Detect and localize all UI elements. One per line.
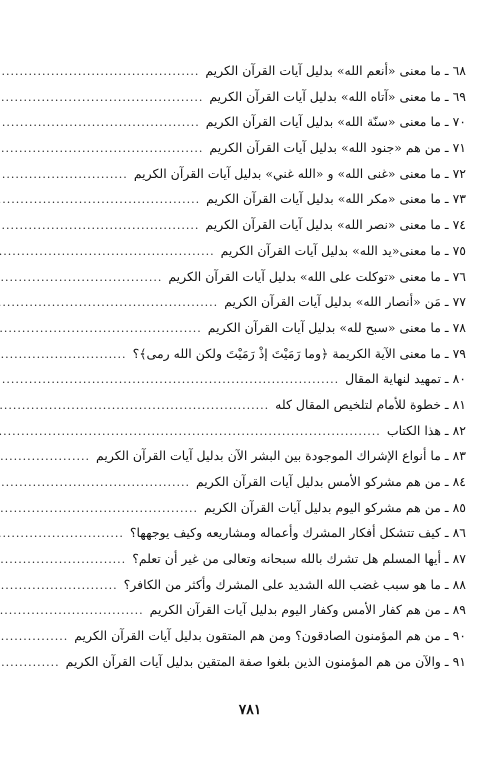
dot-leader [0, 187, 200, 213]
toc-entry [34, 443, 466, 469]
toc-entry-title: ٧٠ ـ ما معنى «سنّة الله» بدليل آيات القرآن الكريم [205, 114, 466, 130]
toc-entry [34, 186, 466, 212]
toc-entry-title: ٨١ ـ خطوة للأمام لتلخيص المقال كله [275, 396, 466, 412]
toc-entry-title: ٧٤ ـ ما معنى «نصر الله» بدليل آيات القرآن الكريم [205, 217, 466, 233]
page-number: ٧٨١ [238, 702, 262, 718]
toc-entry-title: ٨٨ ـ ما هو سبب غضب الله الشديد على المشرك وأكثر من الكافر؟ [123, 576, 466, 592]
toc-entry [34, 546, 466, 572]
toc-entry [34, 495, 466, 521]
toc-entry [34, 289, 466, 315]
toc-entry [34, 264, 466, 290]
dot-leader [0, 136, 203, 162]
toc-entry-title: ٧٧ ـ مَن «أنصار الله» بدليل آيات القرآن الكريم [224, 294, 466, 310]
toc-entry [34, 520, 466, 546]
dot-leader [0, 624, 68, 650]
toc-entry-title: ٧٢ ـ ما معنى «غنى الله» و «الله غني» بدليل آيات القرآن الكريم [133, 165, 466, 181]
toc-entry-title: ٨٩ ـ من هم كفار الأمس وكفار اليوم بدليل آيات القرآن الكريم [149, 602, 466, 618]
dot-leader [0, 496, 198, 522]
dot-leader [0, 342, 127, 368]
toc-entry-title: ٨٠ ـ تمهيد لنهاية المقال [345, 371, 466, 387]
toc-entry [34, 623, 466, 649]
dot-leader [0, 239, 215, 265]
table-of-contents [34, 58, 466, 675]
toc-entry [34, 597, 466, 623]
dot-leader [0, 290, 218, 316]
toc-entry [34, 572, 466, 598]
dot-leader [0, 547, 126, 573]
dot-leader [0, 110, 200, 136]
toc-entry [34, 418, 466, 444]
toc-entry [34, 315, 466, 341]
dot-leader [0, 162, 128, 188]
dot-leader [0, 444, 90, 470]
toc-entry-title: ٦٨ ـ ما معنى «أنعم الله» بدليل آيات القرآن الكريم [205, 63, 466, 78]
dot-leader [0, 367, 339, 393]
dot-leader [0, 598, 144, 624]
toc-entry-title: ٧٣ ـ ما معنى «مكر الله» بدليل آيات القرآن الكريم [206, 191, 466, 207]
toc-entry-title: ٨٦ ـ كيف تتشكل أفكار المشرك وأعماله ومشاريعه وكيف يوجهها؟ [129, 525, 466, 541]
dot-leader [0, 316, 202, 342]
toc-entry [34, 341, 466, 367]
toc-entry [34, 84, 466, 110]
toc-entry [34, 238, 466, 264]
toc-entry [34, 392, 466, 418]
toc-entry [34, 649, 466, 675]
toc-entry [34, 161, 466, 187]
dot-leader [0, 573, 118, 599]
toc-entry-title: ٧١ ـ من هم «جنود الله» بدليل آيات القرآن الكريم [209, 140, 466, 156]
toc-entry-title: ٩١ ـ والآن من هم المؤمنون الذين بلغوا صفة المتقين بدليل آيات القرآن الكريم [65, 653, 466, 669]
toc-entry-title: ٩٠ ـ من هم المؤمنون الصادقون؟ ومن هم المتقون بدليل آيات القرآن الكريم [74, 628, 466, 644]
toc-entry-title: ٨٢ ـ هذا الكتاب [386, 422, 466, 438]
toc-entry-title: ٨٥ ـ من هم مشركو اليوم بدليل آيات القرآن الكريم [203, 499, 466, 515]
toc-entry-title: ٧٥ ـ ما معنى«يد الله» بدليل آيات القرآن الكريم [220, 242, 466, 258]
toc-entry-title: ٦٩ ـ ما معنى «آتاه الله» بدليل آيات القرآن الكريم [209, 88, 466, 104]
toc-entry-title: ٨٤ ـ من هم مشركو الأمس بدليل آيات القرآن الكريم [195, 474, 466, 489]
toc-entry-title: ٨٣ ـ ما أنواع الإشراك الموجودة بين البشر الآن بدليل آيات القرآن الكريم [96, 448, 466, 464]
toc-entry [34, 135, 466, 161]
toc-entry [34, 109, 466, 135]
toc-entry-title: ٧٦ ـ ما معنى «توكلت على الله» بدليل آيات القرآن الكريم [168, 268, 466, 284]
dot-leader [0, 419, 381, 445]
dot-leader [0, 265, 162, 291]
dot-leader [0, 521, 124, 547]
toc-entry [34, 366, 466, 392]
toc-entry-title: ٧٩ ـ ما معنى الآية الكريمة ﴿وما رَمَيْتَ إذْ رَمَيْتَ ولكن الله رمى﴾؟ [132, 345, 466, 361]
toc-entry-title: ٧٨ ـ ما معنى «سبح لله» بدليل آيات القرآن الكريم [207, 319, 466, 335]
dot-leader [0, 213, 199, 239]
toc-entry [34, 58, 466, 84]
dot-leader [0, 59, 199, 85]
toc-entry [34, 212, 466, 238]
toc-entry-title: ٨٧ ـ أيها المسلم هل تشرك بالله سبحانه وتعالى من غير أن تعلم؟ [132, 551, 466, 567]
dot-leader [0, 470, 190, 496]
dot-leader [0, 393, 269, 419]
dot-leader [0, 85, 203, 111]
toc-entry [34, 469, 466, 495]
dot-leader [0, 650, 60, 676]
